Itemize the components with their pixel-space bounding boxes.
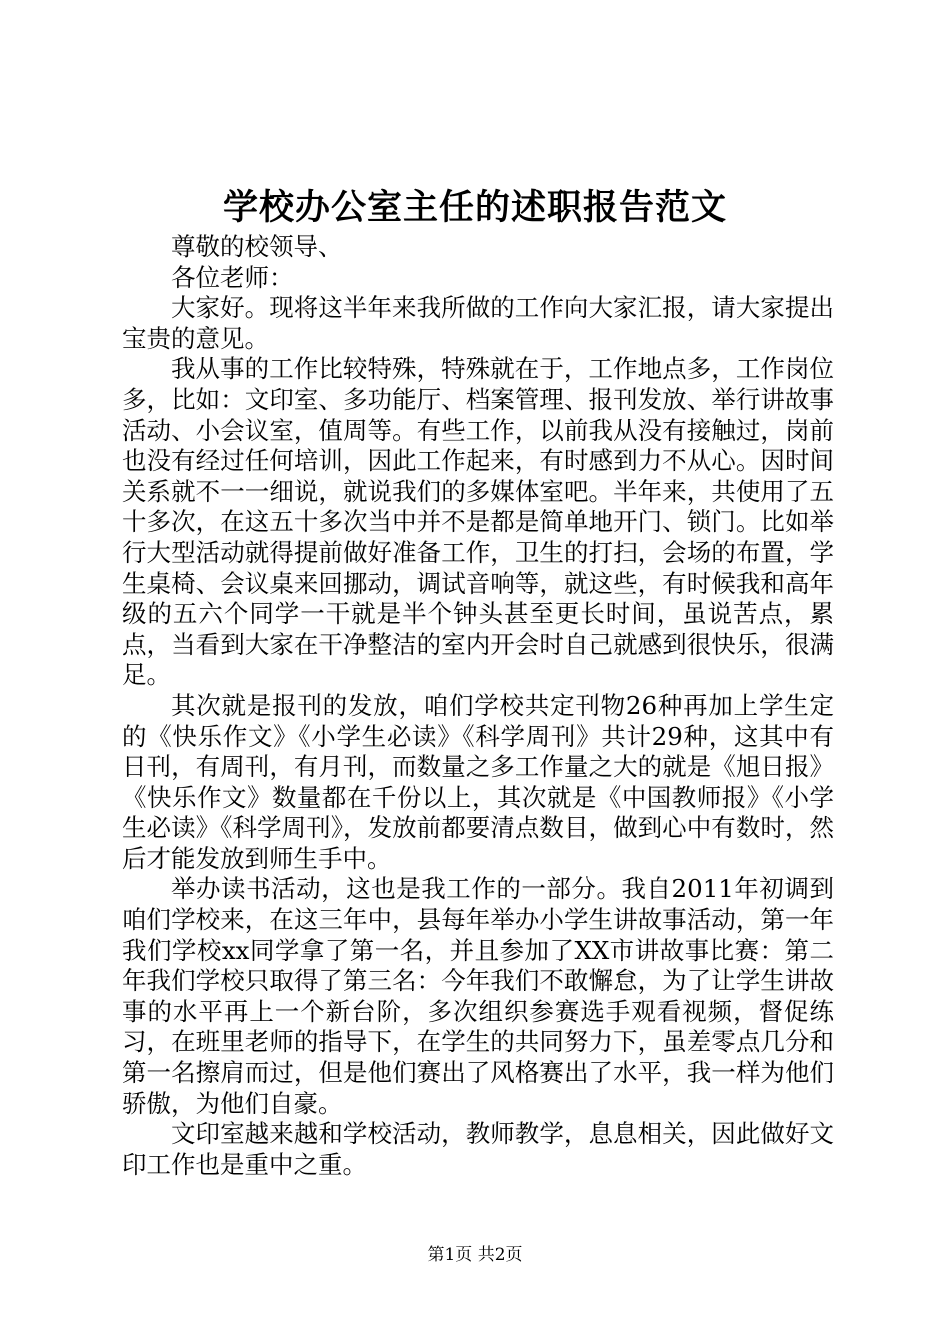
paragraph-newspaper-distribution: 其次就是报刊的发放，咱们学校共定刊物26种再加上学生定的《快乐作文》《小学生必读》《科学周刊》共计29种，这其中有日刊，有周刊，有月刊，而数量之多工作量之大的就是《旭日报》《快乐作文》数量都在千份以上，其次就是《中国教师报》《小学生必读》《科学周刊》，发放前都要清点数目，做到心中有数时，然后才能发放到师生手中。 bbox=[122, 690, 834, 873]
document-body bbox=[122, 232, 834, 1180]
paragraph-reading-activity: 举办读书活动，这也是我工作的一部分。我自2011年初调到咱们学校来，在这三年中，县每年举办小学生讲故事活动，第一年我们学校xx同学拿了第一名，并且参加了XX市讲故事比赛：第二年我们学校只取得了第三名：今年我们不敢懈怠，为了让学生讲故事的水平再上一个新台阶，多次组织参赛选手观看视频，督促练习，在班里老师的指导下，在学生的共同努力下，虽差零点几分和第一名擦肩而过，但是他们赛出了风格赛出了水平，我一样为他们骄傲，为他们自豪。 bbox=[122, 874, 834, 1118]
document-title: 学校办公室主任的述职报告范文 bbox=[222, 187, 727, 228]
salutation-line-2: 各位老师： bbox=[171, 262, 294, 292]
paragraph-multimedia-room: 我从事的工作比较特殊，特殊就在于，工作地点多，工作岗位多，比如：文印室、多功能厅、档案管理、报刊发放、举行讲故事活动、小会议室，值周等。有些工作，以前我从没有接触过，岗前也没有经过任何培训，因此工作起来，有时感到力不从心。因时间关系就不一一细说，就说我们的多媒体室吧。半年来，共使用了五十多次，在这五十多次当中并不是都是简单地开门、锁门。比如举行大型活动就得提前做好准备工作，卫生的打扫，会场的布置，学生桌椅、会议桌来回挪动，调试音响等，就这些，有时候我和高年级的五六个同学一干就是半个钟头甚至更长时间，虽说苦点，累点，当看到大家在干净整洁的室内开会时自己就感到很快乐，很满足。 bbox=[122, 354, 834, 690]
paragraph-greeting: 大家好。现将这半年来我所做的工作向大家汇报，请大家提出宝贵的意见。 bbox=[122, 293, 834, 353]
page-number-footer: 第1页 共2页 bbox=[427, 1245, 523, 1265]
paragraph-print-room: 文印室越来越和学校活动，教师教学，息息相关，因此做好文印工作也是重中之重。 bbox=[122, 1119, 834, 1179]
salutation-line-1: 尊敬的校领导、 bbox=[171, 232, 343, 261]
